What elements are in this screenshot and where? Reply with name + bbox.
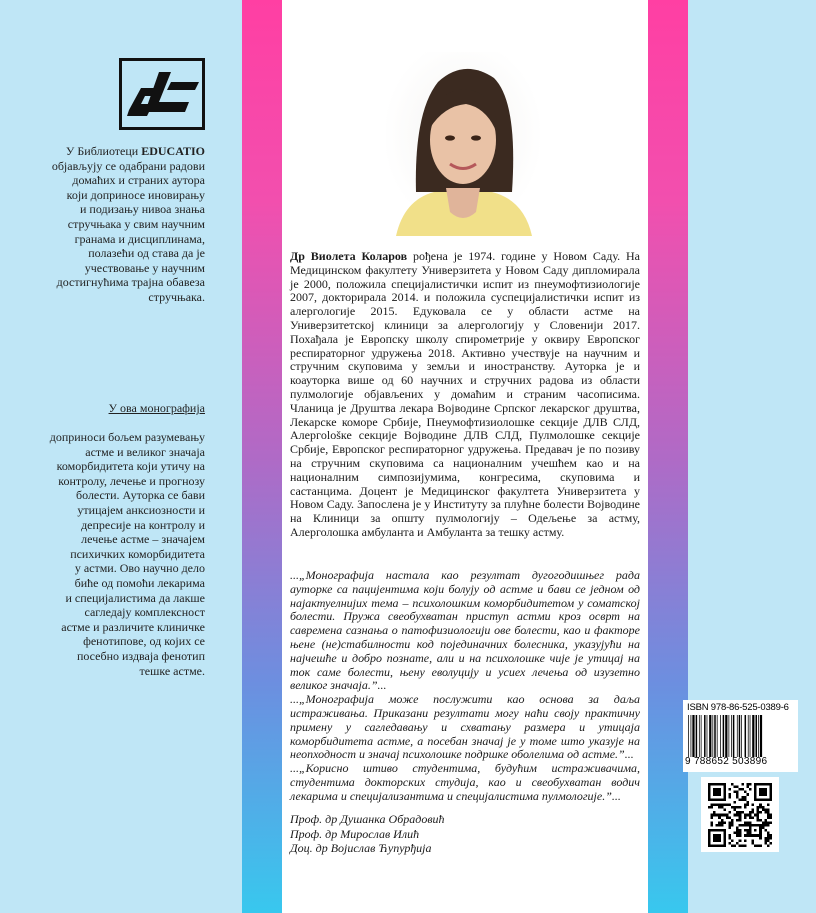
author-bio — [290, 250, 640, 540]
ean-number: 9 788652 503896 — [685, 756, 768, 767]
monograph-line: доприноси бољем разумевању — [49, 430, 205, 444]
intro-line: полазећи од става да је — [88, 246, 205, 261]
intro-line: који доприносе иновирању — [66, 187, 205, 202]
isbn-barcode-box — [683, 700, 798, 772]
review-quote: ...„Монографија настала као резултат дугогодишњег рада ауторке са пацијентима који болују од астме и бави се једном од најактуелнијих тема – психолошким коморбидитетом у соматској болести. Пружа свеобухватан приступ астми кроз осврт на савремена сазнања о патофизиологији ове болести, као и факторе њене (не)стабилности код појединачних болесника, указујући на најчешће и добро познате, али и на психолошке чије је утицај на ток саме болести, њену еволуцију и усиех лечења од изузетно великог значаја.”... — [290, 568, 640, 693]
monograph-heading: У ова монографија — [108, 401, 205, 415]
monograph-line: лечење астме – значајем — [81, 532, 205, 547]
monograph-line: тешке астме. — [139, 663, 205, 678]
gradient-strip-right — [648, 0, 688, 913]
isbn-label: ISBN 978-86-525-0389-6 — [687, 702, 789, 713]
review-quote: ...„Корисно штиво студентима, будућим истраживачима, студентима докторских студија, као и свеобухватан водич лекарима и специјализантима и специјалистима пулмологије.”... — [290, 761, 640, 803]
monograph-line: астме и великог значаја — [85, 444, 205, 459]
monograph-line: контролу, лечење и прогнозу — [58, 473, 205, 488]
intro-line: У Библиотеци EDUCATIO — [65, 144, 205, 158]
intro-line: гранама и дисциплинама, — [74, 231, 205, 246]
intro-line: и подизању нивоа знања — [79, 202, 205, 217]
author-bio-text: рођена је 1974. године у Новом Саду. На Медицинском факултету Универзитета у Новом Саду дипломирала је 2000, положила специјалистички испит из пнеумофтизиологије 2007, докторирала 2014. и положила суспецијалистички испит из алергологије 2015. Едуковала се у области астме на Универзитетској клиници за алергологију у Словенији 2017. Похађала је Европску школу спирометрије у оквиру Европског респираторног удружења 2018. Активно учествује на научним и стручним скуповима у земљи и иностранству. Ауторка је и коауторка више од 60 научних и стручних радова из области пулмологије објављених у домаћим и страним часописима. Чланица је Друштва лекара Војводине Српског лекарског друштва, Лекарске коморе Србије, Пнеумофтизиолошке секције ДЛВ СЛД, Алергološке секције Војводине ДЛВ СЛД, Пулмолошке секције Србије, Европског респираторног удружења. Предавач је по позиву на стручним скуповима са националним учешћем као и на националним симпозијумима, конгресима, скуповима и састанцима. Доцент је Медицинског факултета Универзитета у Новом Саду. Запослена је у Институту за плућне болести Војводине на Клиници за општу пулмологију – Одељење за астму, Алерголошка амбуланта и Амбуланта за тешку астму. — [290, 249, 640, 539]
author-portrait-icon — [386, 52, 540, 236]
reviewer-name: Доц. др Војислав Ћупурђија — [290, 841, 432, 856]
monograph-line: у астми. Ово научно дело — [74, 561, 205, 576]
monograph-line: сагледају комплексност — [84, 605, 205, 620]
intro-line: домаћих и страних аутора — [72, 173, 205, 188]
monograph-line: утицајем анксиозности и — [77, 502, 205, 517]
intro-line: стручњака у свим научним — [67, 216, 205, 231]
review-quotes — [290, 569, 640, 804]
intro-line: учествовање у научним — [84, 260, 205, 275]
reviewer-name: Проф. др Душанка Обрадовић — [290, 812, 445, 826]
monograph-line: биће од помоћи лекарима — [74, 575, 205, 590]
monograph-line: астме и различите клиничке — [61, 619, 205, 634]
intro-line: достигнућима трајна обавеза — [56, 275, 205, 290]
publisher-intro — [40, 144, 205, 305]
barcode-icon — [687, 715, 794, 757]
monograph-line: и специјалистима да лакше — [65, 590, 205, 605]
intro-line: стручњака. — [148, 289, 205, 304]
monograph-line: фенотипове, од којих се — [83, 634, 205, 649]
reviewer-name: Проф. др Мирослав Илић — [290, 826, 420, 841]
review-quote: ...„Монографија може послужити као основа за даља истраживања. Приказани резултати могу наћи своју практичну примену у сагледавању и схватању размера и утицаја коморбидитета астме, а посебан значај је у томе што указује на неопходност и значај психолошке подршке оболелима од астме.”... — [290, 692, 640, 762]
qr-code-icon — [708, 783, 772, 847]
monograph-line: депресије на контролу и — [81, 517, 205, 532]
intro-line: објављују се одабрани радови — [51, 158, 205, 173]
qr-code-box — [701, 777, 779, 852]
monograph-line: посебно издваја фенотип — [76, 648, 205, 663]
reviewer-signatures — [290, 812, 640, 856]
monograph-line: болести. Ауторка се бави — [76, 488, 205, 503]
series-name: EDUCATIO — [141, 144, 205, 158]
monograph-line: психичких коморбидитета — [70, 546, 205, 561]
author-name: Др Виолета Коларов — [290, 249, 408, 263]
gradient-strip-left — [242, 0, 282, 913]
monograph-description — [30, 430, 205, 678]
monograph-line: коморбидитета који утичу на — [56, 459, 205, 474]
educatio-logo-icon — [119, 58, 205, 130]
